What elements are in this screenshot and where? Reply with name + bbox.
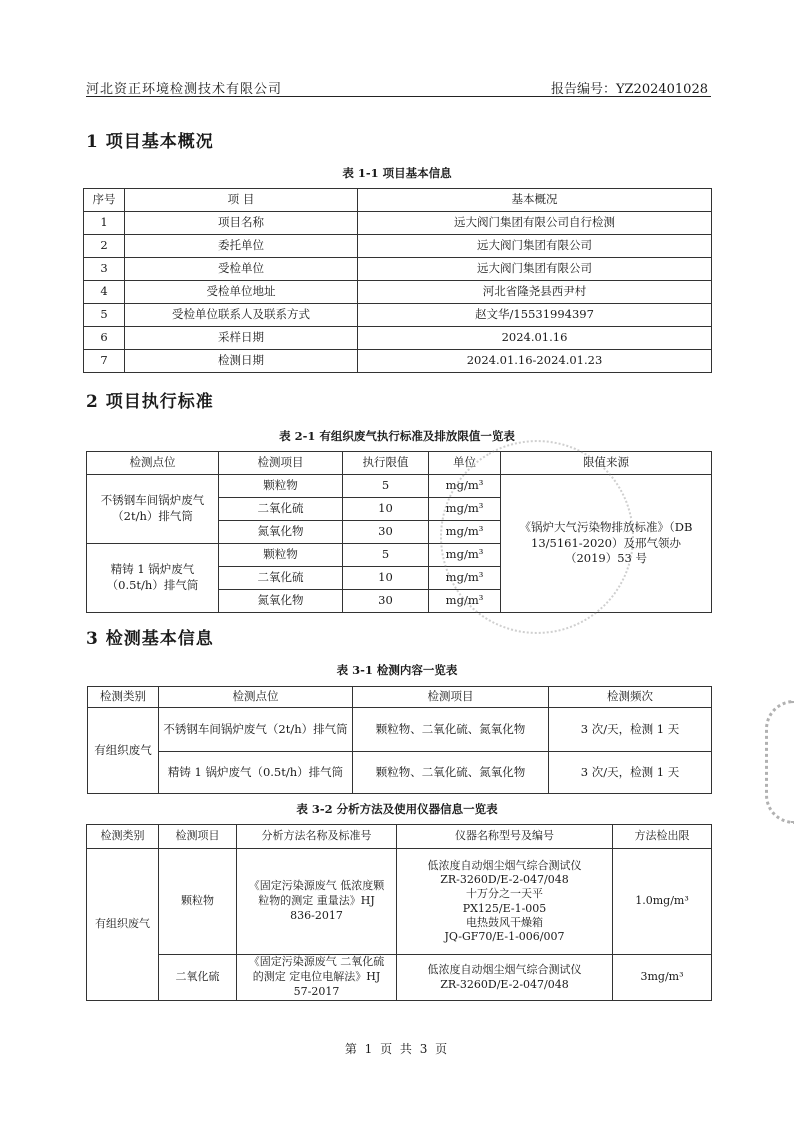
cell-no: 5 bbox=[84, 304, 125, 327]
table-row bbox=[84, 327, 712, 350]
col-header: 检测点位 bbox=[159, 687, 353, 708]
section-1-title: 1 项目基本概况 bbox=[86, 132, 214, 152]
cell-item: 受检单位地址 bbox=[125, 281, 358, 304]
cell-category: 有组织废气 bbox=[88, 708, 159, 794]
col-header: 检测类别 bbox=[87, 825, 159, 849]
instrument-line: ZR-3260D/E-2-047/048 bbox=[440, 872, 569, 886]
cell-value: 2024.01.16-2024.01.23 bbox=[358, 350, 712, 373]
cell-item: 二氧化硫 bbox=[219, 498, 343, 521]
page-number: 第 1 页 共 3 页 bbox=[344, 1042, 450, 1056]
cell-value: 远大阀门集团有限公司 bbox=[358, 235, 712, 258]
instrument-line: JQ-GF70/E-1-006/007 bbox=[444, 930, 565, 944]
cell-value: 2024.01.16 bbox=[358, 327, 712, 350]
cell-unit: mg/m³ bbox=[429, 498, 501, 521]
cell-item: 采样日期 bbox=[125, 327, 358, 350]
cell-value: 赵文华/15531994397 bbox=[358, 304, 712, 327]
col-header: 检测项目 bbox=[159, 825, 237, 849]
cell-limit: 10 bbox=[343, 567, 429, 590]
cell-category: 有组织废气 bbox=[87, 849, 159, 1001]
section-3-title: 3 检测基本信息 bbox=[86, 629, 214, 649]
report-number: 报告编号：YZ202401028 bbox=[550, 82, 708, 97]
table-row bbox=[87, 849, 712, 955]
table-row bbox=[88, 708, 712, 752]
table-row bbox=[87, 955, 712, 1001]
cell-detection-limit: 1.0mg/m³ bbox=[613, 849, 712, 955]
table-row bbox=[88, 752, 712, 794]
col-header: 单位 bbox=[429, 452, 501, 475]
instrument-line: 低浓度自动烟尘烟气综合测试仪 bbox=[427, 962, 582, 976]
cell-point: 精铸 1 锅炉废气（0.5t/h）排气筒 bbox=[87, 544, 219, 613]
table-row bbox=[84, 304, 712, 327]
cell-item: 项目名称 bbox=[125, 212, 358, 235]
cell-limit: 30 bbox=[343, 521, 429, 544]
col-header: 分析方法名称及标准号 bbox=[237, 825, 397, 849]
header-divider bbox=[86, 96, 711, 97]
cell-no: 1 bbox=[84, 212, 125, 235]
cell-value: 远大阀门集团有限公司自行检测 bbox=[358, 212, 712, 235]
cell-item: 氮氧化物 bbox=[219, 521, 343, 544]
table-row bbox=[84, 235, 712, 258]
cell-instruments bbox=[397, 955, 613, 1001]
cell-detection-limit: 3mg/m³ bbox=[613, 955, 712, 1001]
company-name: 河北资正环境检测技术有限公司 bbox=[86, 82, 283, 97]
cell-point: 精铸 1 锅炉废气（0.5t/h）排气筒 bbox=[159, 752, 353, 794]
cell-item: 颗粒物 bbox=[219, 544, 343, 567]
official-stamp bbox=[404, 404, 669, 669]
col-header: 限值来源 bbox=[501, 452, 712, 475]
cell-instruments bbox=[397, 849, 613, 955]
cell-unit: mg/m³ bbox=[429, 544, 501, 567]
cell-limit: 5 bbox=[343, 475, 429, 498]
table-1-1-caption: 表 1-1 项目基本信息 bbox=[342, 166, 452, 180]
cell-no: 7 bbox=[84, 350, 125, 373]
cell-point: 不锈钢车间锅炉废气（2t/h）排气筒 bbox=[159, 708, 353, 752]
col-header: 基本概况 bbox=[358, 189, 712, 212]
instrument-line: PX125/E-1-005 bbox=[462, 901, 547, 915]
table-header-row bbox=[87, 825, 712, 849]
cell-no: 6 bbox=[84, 327, 125, 350]
cell-item: 氮氧化物 bbox=[219, 590, 343, 613]
cell-items: 颗粒物、二氧化硫、氮氧化物 bbox=[353, 708, 549, 752]
cell-source: 《锅炉大气污染物排放标准》（DB 13/5161-2020）及邢气领办（2019）53 号 bbox=[501, 475, 712, 613]
cell-value: 河北省隆尧县西尹村 bbox=[358, 281, 712, 304]
instrument-line: 电热鼓风干燥箱 bbox=[466, 915, 543, 929]
cell-no: 4 bbox=[84, 281, 125, 304]
cell-item: 二氧化硫 bbox=[219, 567, 343, 590]
table-3-1-caption: 表 3-1 检测内容一览表 bbox=[336, 663, 458, 677]
cell-no: 3 bbox=[84, 258, 125, 281]
col-header: 检测项目 bbox=[353, 687, 549, 708]
col-header: 检测点位 bbox=[87, 452, 219, 475]
detection-content-table bbox=[87, 686, 712, 794]
cell-items: 颗粒物、二氧化硫、氮氧化物 bbox=[353, 752, 549, 794]
col-header: 执行限值 bbox=[343, 452, 429, 475]
cell-unit: mg/m³ bbox=[429, 590, 501, 613]
cell-item: 委托单位 bbox=[125, 235, 358, 258]
col-header: 项 目 bbox=[125, 189, 358, 212]
cell-limit: 5 bbox=[343, 544, 429, 567]
instrument-line: 十万分之一天平 bbox=[466, 887, 543, 901]
cell-frequency: 3 次/天，检测 1 天 bbox=[549, 708, 712, 752]
table-row bbox=[84, 212, 712, 235]
table-header-row bbox=[88, 687, 712, 708]
col-header: 序号 bbox=[84, 189, 125, 212]
section-2-title: 2 项目执行标准 bbox=[86, 392, 214, 412]
cell-limit: 10 bbox=[343, 498, 429, 521]
project-info-table bbox=[83, 188, 712, 373]
table-3-2-caption: 表 3-2 分析方法及使用仪器信息一览表 bbox=[296, 802, 498, 816]
table-row bbox=[84, 350, 712, 373]
col-header: 仪器名称型号及编号 bbox=[397, 825, 613, 849]
cell-item: 检测日期 bbox=[125, 350, 358, 373]
col-header: 检测频次 bbox=[549, 687, 712, 708]
cell-limit: 30 bbox=[343, 590, 429, 613]
cell-item: 颗粒物 bbox=[219, 475, 343, 498]
cell-method: 《固定污染源废气 二氧化硫的测定 定电位电解法》HJ 57-2017 bbox=[237, 955, 397, 1001]
table-row bbox=[84, 281, 712, 304]
col-header: 检测项目 bbox=[219, 452, 343, 475]
col-header: 方法检出限 bbox=[613, 825, 712, 849]
cell-unit: mg/m³ bbox=[429, 521, 501, 544]
table-2-1-caption: 表 2-1 有组织废气执行标准及排放限值一览表 bbox=[279, 429, 515, 443]
analysis-method-table bbox=[86, 824, 712, 1001]
instrument-line: ZR-3260D/E-2-047/048 bbox=[440, 977, 569, 991]
cell-unit: mg/m³ bbox=[429, 475, 501, 498]
cell-item: 颗粒物 bbox=[159, 849, 237, 955]
cell-item: 二氧化硫 bbox=[159, 955, 237, 1001]
table-header-row bbox=[84, 189, 712, 212]
col-header: 检测类别 bbox=[88, 687, 159, 708]
cell-frequency: 3 次/天，检测 1 天 bbox=[549, 752, 712, 794]
cell-method: 《固定污染源废气 低浓度颗粒物的测定 重量法》HJ 836-2017 bbox=[237, 849, 397, 955]
cell-unit: mg/m³ bbox=[429, 567, 501, 590]
cell-item: 受检单位联系人及联系方式 bbox=[125, 304, 358, 327]
instrument-line: 低浓度自动烟尘烟气综合测试仪 bbox=[427, 858, 582, 872]
cell-value: 远大阀门集团有限公司 bbox=[358, 258, 712, 281]
cell-no: 2 bbox=[84, 235, 125, 258]
table-row bbox=[84, 258, 712, 281]
table-header-row bbox=[87, 452, 712, 475]
cell-item: 受检单位 bbox=[125, 258, 358, 281]
edge-seal bbox=[765, 700, 794, 824]
cell-point: 不锈钢车间锅炉废气（2t/h）排气筒 bbox=[87, 475, 219, 544]
